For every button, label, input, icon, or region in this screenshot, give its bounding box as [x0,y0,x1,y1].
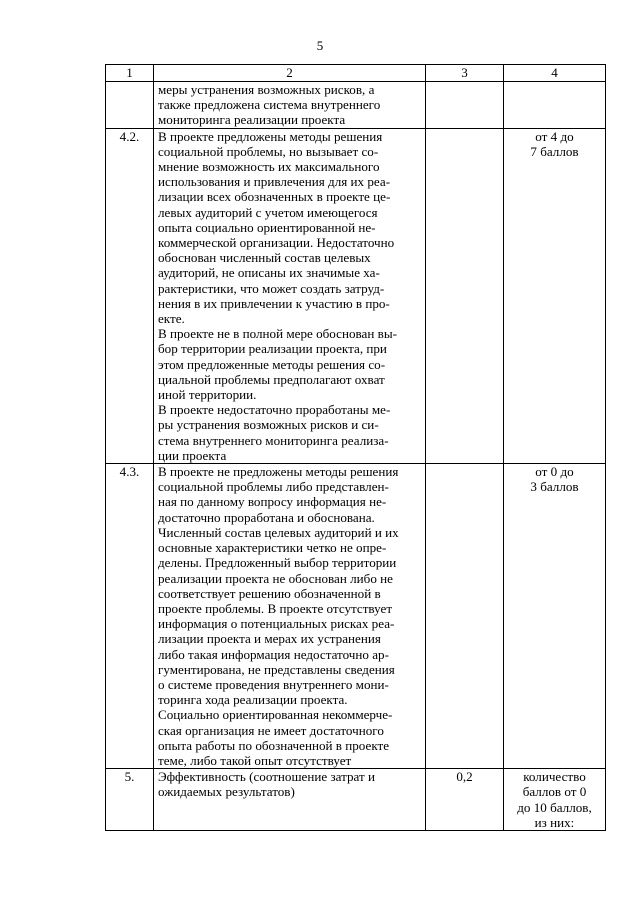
column-header-3: 3 [426,65,504,82]
row-number: 5. [106,769,154,831]
row-weight [426,464,504,769]
table-row [106,128,606,463]
row-weight [426,82,504,129]
criteria-table [105,64,606,831]
row-description: меры устранения возможных рисков, а также предложена система внутреннего мониторинга реализации проекта [154,82,426,129]
row-score: количество баллов от 0 до 10 баллов, из них: [504,769,606,831]
row-number: 4.2. [106,128,154,463]
table-row [106,464,606,769]
row-description: Эффективность (соотношение затрат и ожидаемых результатов) [154,769,426,831]
column-header-2: 2 [154,65,426,82]
table-header-row [106,65,606,82]
table-row [106,769,606,831]
row-weight: 0,2 [426,769,504,831]
row-weight [426,128,504,463]
page-number: 5 [316,38,324,53]
table-row [106,82,606,129]
row-description: В проекте предложены методы решения социальной проблемы, но вызывает со- мнение возможность их максимального использования и привлечения для их реа- лизации всех обозначенных в проекте це- левых аудиторий с учетом имеющегося опыта социально ориентированной не- коммерческой организации. Недостаточно обоснован численный состав целевых аудиторий, не описаны их значимые ха- рактеристики, что может создать затруд- нения в их привлечении к участию в про- екте. В проекте не в полной мере обоснован вы- бор территории реализации проекта, при этом предложенные методы решения со- циальной проблемы предполагают охват иной территории. В проекте недостаточно проработаны ме- ры устранения возможных рисков и си- стема внутреннего мониторинга реализа- ции проекта [154,128,426,463]
row-number: 4.3. [106,464,154,769]
column-header-1: 1 [106,65,154,82]
row-score: от 0 до 3 баллов [504,464,606,769]
column-header-4: 4 [504,65,606,82]
row-score: от 4 до 7 баллов [504,128,606,463]
row-description: В проекте не предложены методы решения социальной проблемы либо представлен- ная по данному вопросу информация не- достаточно проработана и обоснована. Численный состав целевых аудиторий и их основные характеристики четко не опре- делены. Предложенный выбор территории реализации проекта не обоснован либо не соответствует решению обозначенной в проекте проблемы. В проекте отсутствует информация о потенциальных рисках реа- лизации проекта и мерах их устранения либо такая информация недостаточно ар- гументирована, не представлены сведения о системе проведения внутреннего мони- торинга хода реализации проекта. Социально ориентированная некоммерче- ская организация не имеет достаточного опыта работы по обозначенной в проекте теме, либо такой опыт отсутствует [154,464,426,769]
row-score [504,82,606,129]
row-number [106,82,154,129]
